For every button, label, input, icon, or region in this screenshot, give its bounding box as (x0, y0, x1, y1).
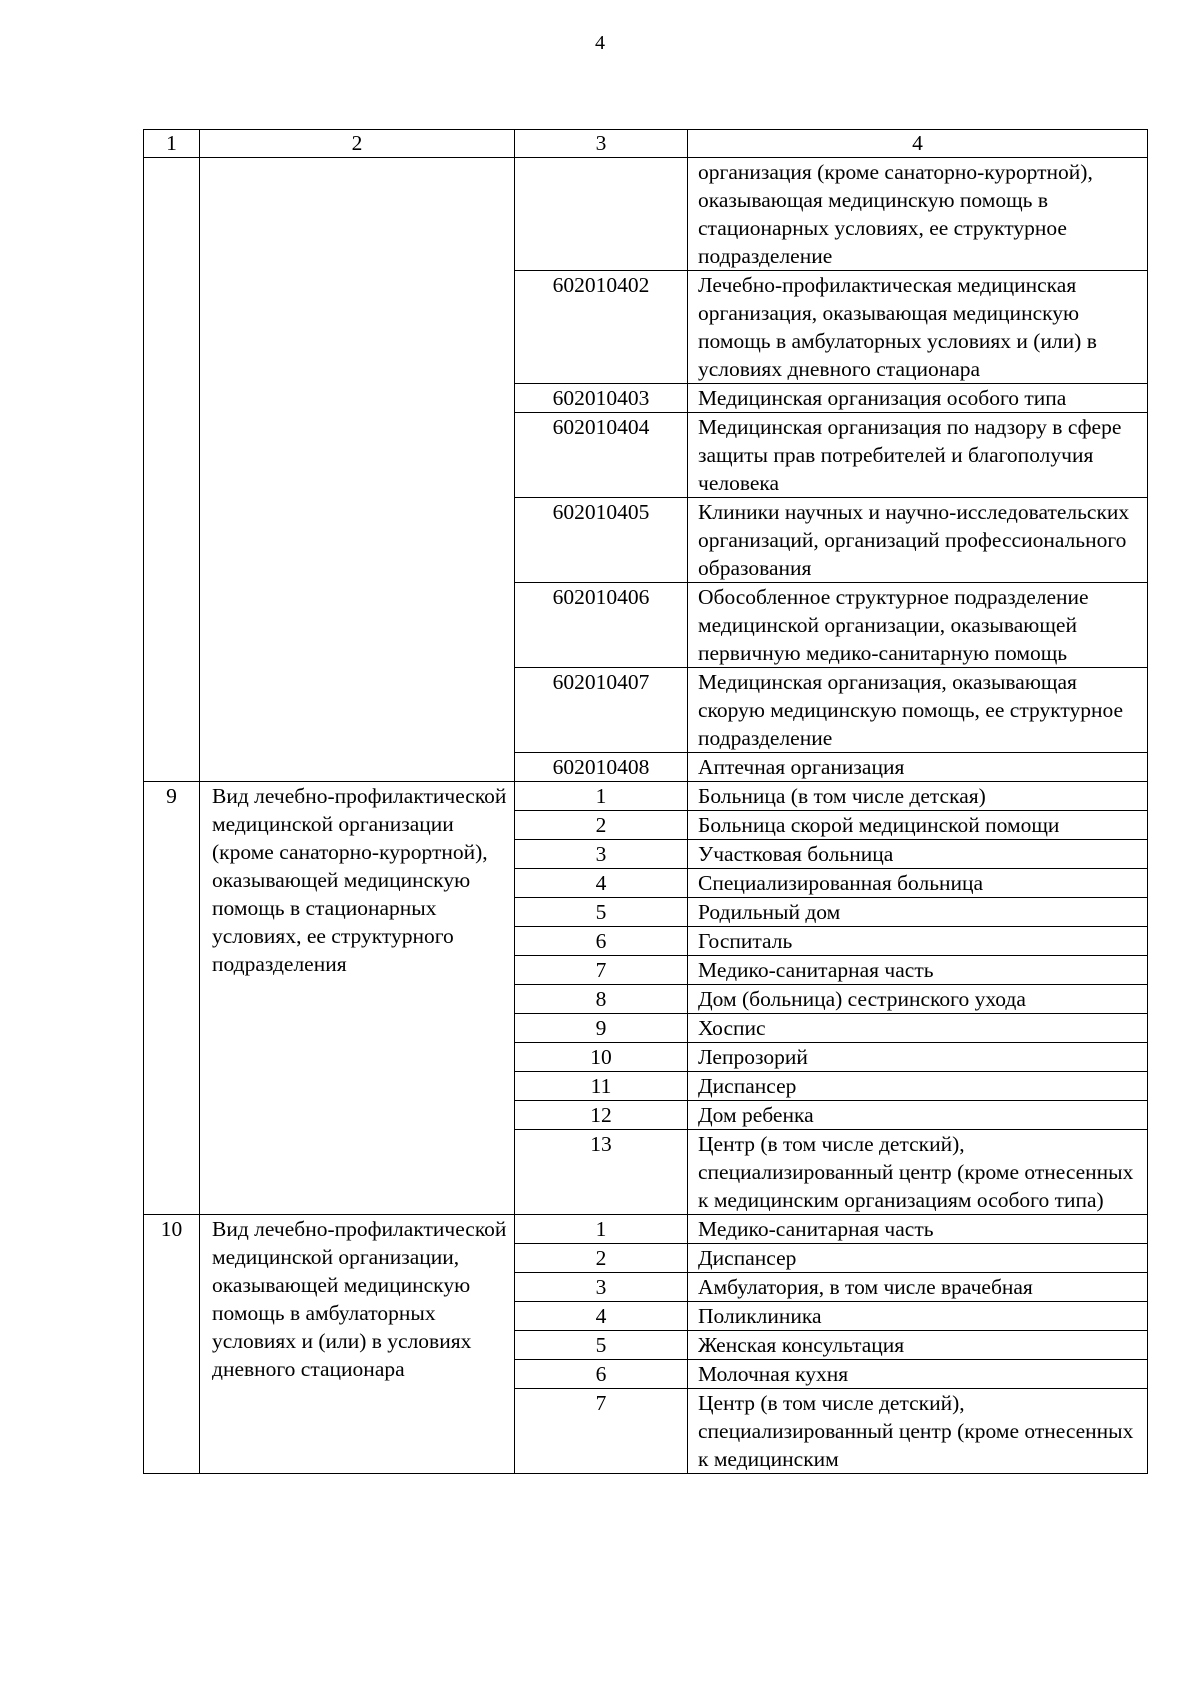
name-cell: Госпиталь (688, 927, 1148, 956)
code-cell: 11 (515, 1072, 688, 1101)
table-row (144, 158, 1148, 271)
code-cell: 7 (515, 956, 688, 985)
name-cell: Поликлиника (688, 1302, 1148, 1331)
name-cell: Диспансер (688, 1072, 1148, 1101)
code-cell: 12 (515, 1101, 688, 1130)
code-cell (515, 158, 688, 271)
name-cell: Молочная кухня (688, 1360, 1148, 1389)
code-cell: 2 (515, 1244, 688, 1273)
name-cell: Диспансер (688, 1244, 1148, 1273)
group-title-cell (200, 158, 515, 782)
header-cell: 2 (200, 130, 515, 158)
code-cell: 602010403 (515, 384, 688, 413)
name-cell: Обособленное структурное подразделение медицинской организации, оказывающей первичную медико-санитарную помощь (688, 583, 1148, 668)
group-title-cell: Вид лечебно-профилактической медицинской организации, оказывающей медицинскую помощь в амбулаторных условиях и (или) в условиях дневного стационара (200, 1215, 515, 1474)
name-cell: Больница скорой медицинской помощи (688, 811, 1148, 840)
name-cell: Центр (в том числе детский), специализированный центр (кроме отнесенных к медицинским (688, 1389, 1148, 1474)
code-cell: 10 (515, 1043, 688, 1072)
name-cell: Амбулатория, в том числе врачебная (688, 1273, 1148, 1302)
code-cell: 602010408 (515, 753, 688, 782)
code-cell: 3 (515, 1273, 688, 1302)
name-cell: Медицинская организация, оказывающая скорую медицинскую помощь, ее структурное подразделение (688, 668, 1148, 753)
group-number-cell: 9 (144, 782, 200, 1215)
name-cell: Дом (больница) сестринского ухода (688, 985, 1148, 1014)
header-cell: 4 (688, 130, 1148, 158)
code-cell: 6 (515, 1360, 688, 1389)
name-cell: Медико-санитарная часть (688, 956, 1148, 985)
code-cell: 13 (515, 1130, 688, 1215)
header-cell: 3 (515, 130, 688, 158)
code-cell: 1 (515, 782, 688, 811)
name-cell: Дом ребенка (688, 1101, 1148, 1130)
table-header-row (144, 130, 1148, 158)
name-cell: Медицинская организация особого типа (688, 384, 1148, 413)
code-cell: 4 (515, 869, 688, 898)
name-cell: Женская консультация (688, 1331, 1148, 1360)
code-cell: 602010406 (515, 583, 688, 668)
name-cell: Центр (в том числе детский), специализированный центр (кроме отнесенных к медицинским организациям особого типа) (688, 1130, 1148, 1215)
code-cell: 4 (515, 1302, 688, 1331)
page-number: 4 (595, 32, 605, 54)
table-row (144, 782, 1148, 811)
code-cell: 8 (515, 985, 688, 1014)
name-cell: Родильный дом (688, 898, 1148, 927)
code-cell: 602010404 (515, 413, 688, 498)
code-cell: 6 (515, 927, 688, 956)
name-cell: Лечебно-профилактическая медицинская организация, оказывающая медицинскую помощь в амбулаторных условиях и (или) в условиях дневного стационара (688, 271, 1148, 384)
code-cell: 2 (515, 811, 688, 840)
code-cell: 602010407 (515, 668, 688, 753)
name-cell: Хоспис (688, 1014, 1148, 1043)
name-cell: Медико-санитарная часть (688, 1215, 1148, 1244)
name-cell: Специализированная больница (688, 869, 1148, 898)
code-cell: 5 (515, 1331, 688, 1360)
code-cell: 9 (515, 1014, 688, 1043)
table-row (144, 1215, 1148, 1244)
name-cell: Клиники научных и научно-исследовательских организаций, организаций профессионального образования (688, 498, 1148, 583)
code-cell: 5 (515, 898, 688, 927)
classifier-table (143, 129, 1148, 1474)
code-cell: 3 (515, 840, 688, 869)
code-cell: 602010402 (515, 271, 688, 384)
name-cell: Лепрозорий (688, 1043, 1148, 1072)
name-cell: организация (кроме санаторно-курортной), оказывающая медицинскую помощь в стационарных условиях, ее структурное подразделение (688, 158, 1148, 271)
name-cell: Медицинская организация по надзору в сфере защиты прав потребителей и благополучия человека (688, 413, 1148, 498)
group-number-cell: 10 (144, 1215, 200, 1474)
code-cell: 602010405 (515, 498, 688, 583)
header-cell: 1 (144, 130, 200, 158)
group-title-cell: Вид лечебно-профилактической медицинской организации (кроме санаторно-курортной), оказывающей медицинскую помощь в стационарных условиях, ее структурного подразделения (200, 782, 515, 1215)
code-cell: 7 (515, 1389, 688, 1474)
code-cell: 1 (515, 1215, 688, 1244)
group-number-cell (144, 158, 200, 782)
name-cell: Участковая больница (688, 840, 1148, 869)
name-cell: Больница (в том числе детская) (688, 782, 1148, 811)
name-cell: Аптечная организация (688, 753, 1148, 782)
